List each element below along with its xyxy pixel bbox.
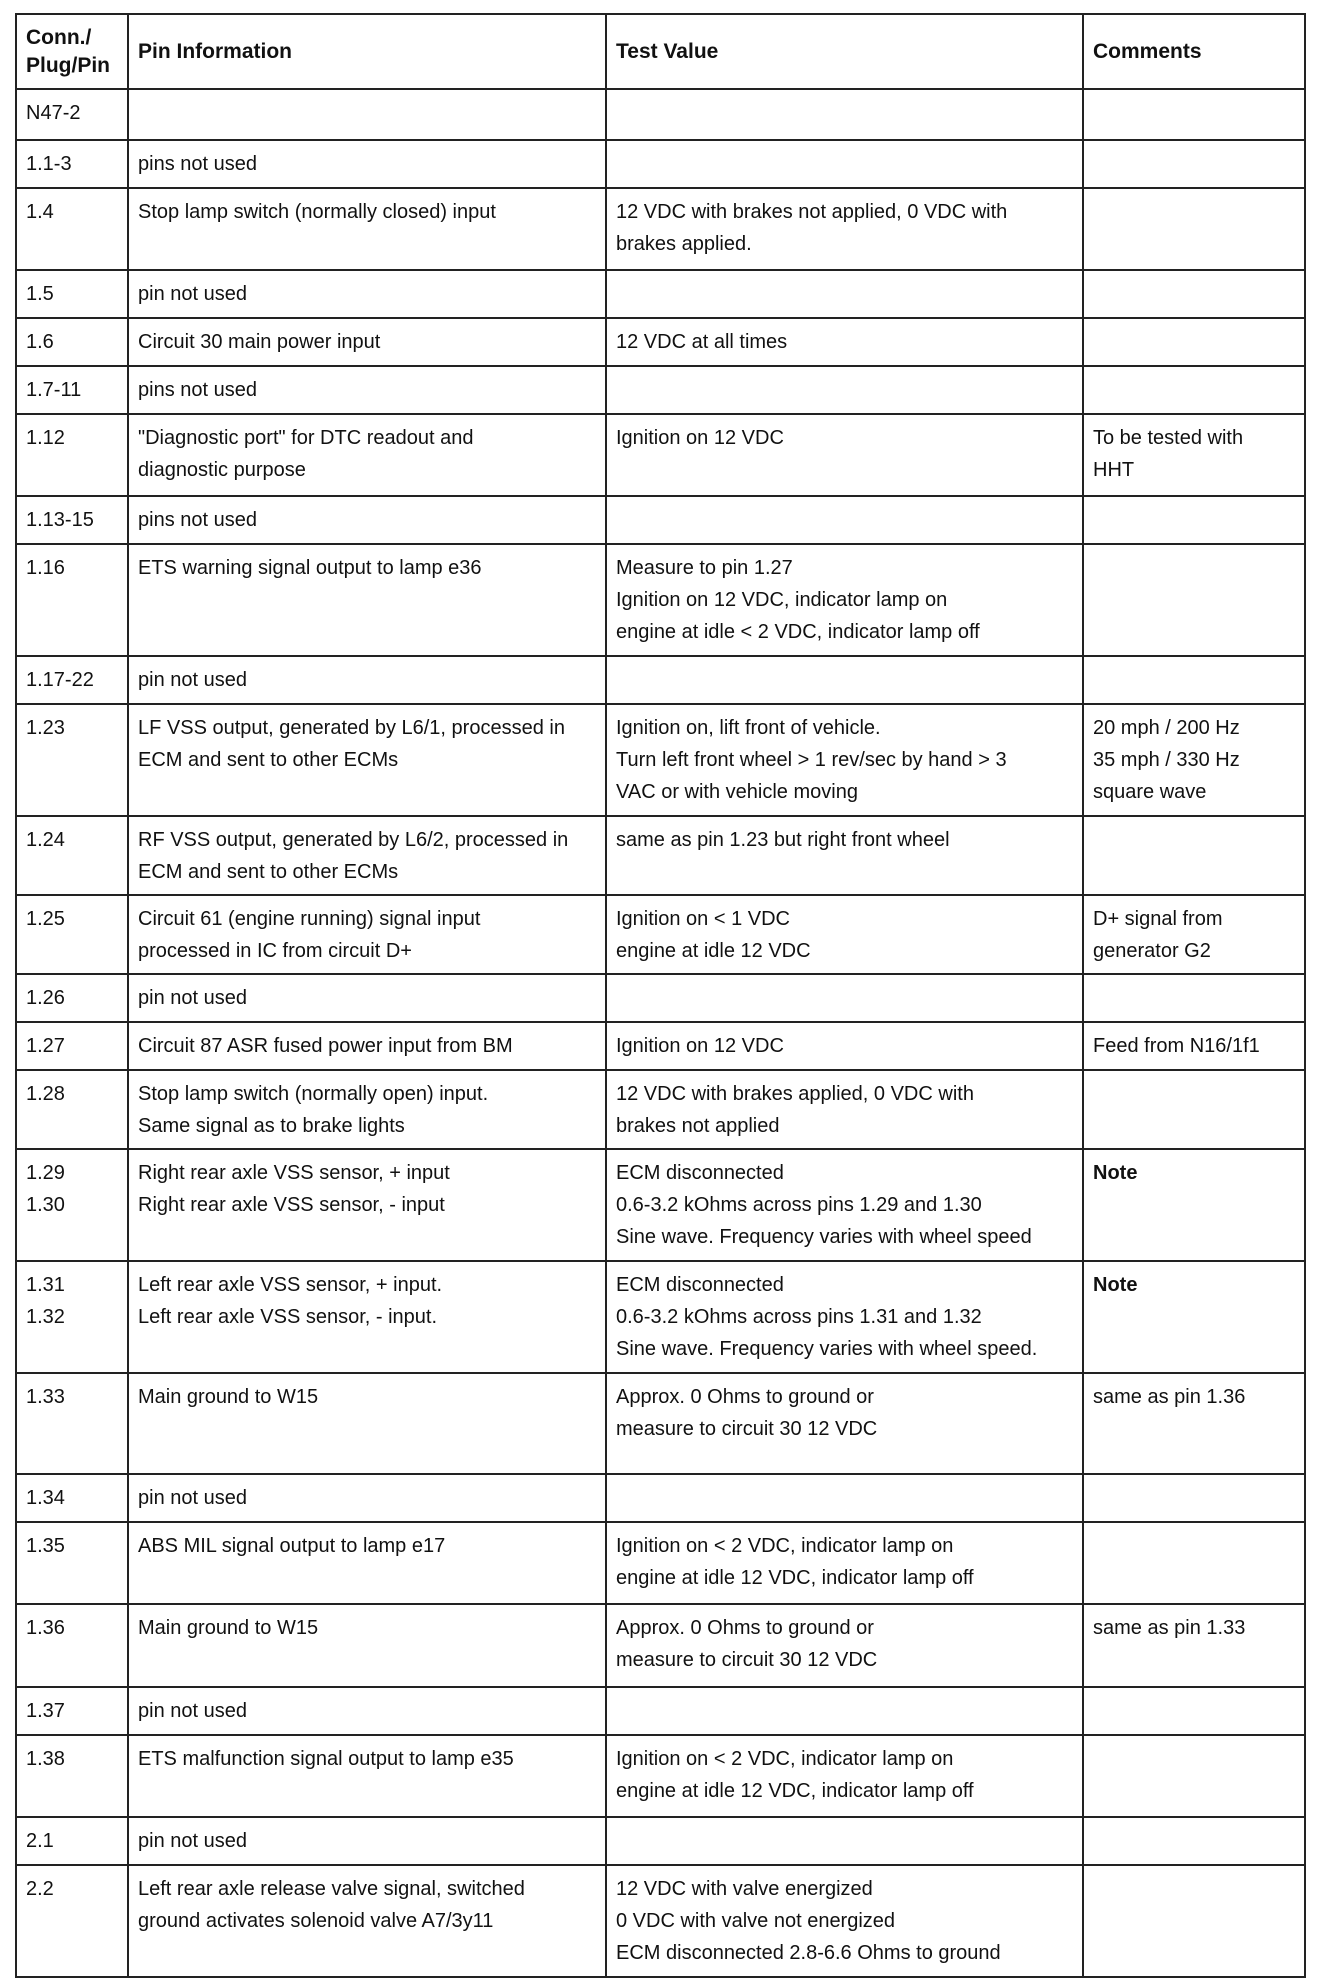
pin-cell: 1.1-3 <box>16 140 128 188</box>
table-row <box>16 318 1305 366</box>
pin-cell: 1.13-15 <box>16 496 128 544</box>
pin-cell: N47-2 <box>16 89 128 140</box>
table-row <box>16 816 1305 895</box>
pin-information-cell: pin not used <box>128 1687 606 1735</box>
test-value-cell <box>606 89 1083 140</box>
pin-information-cell: Main ground to W15 <box>128 1373 606 1474</box>
table-row <box>16 1373 1305 1474</box>
pin-information-cell: pin not used <box>128 1474 606 1522</box>
pin-cell: 1.29 1.30 <box>16 1149 128 1261</box>
comments-cell: same as pin 1.36 <box>1083 1373 1305 1474</box>
comments-cell <box>1083 188 1305 270</box>
pin-cell: 1.37 <box>16 1687 128 1735</box>
test-value-cell: 12 VDC with valve energized 0 VDC with valve not energized ECM disconnected 2.8-6.6 Ohms to ground <box>606 1865 1083 1977</box>
pin-cell: 1.4 <box>16 188 128 270</box>
table-row <box>16 1022 1305 1070</box>
test-value-cell: 12 VDC with brakes not applied, 0 VDC with brakes applied. <box>606 188 1083 270</box>
test-value-cell <box>606 366 1083 414</box>
pin-information-cell: Stop lamp switch (normally closed) input <box>128 188 606 270</box>
pin-cell: 1.34 <box>16 1474 128 1522</box>
test-value-cell <box>606 1687 1083 1735</box>
comments-cell <box>1083 496 1305 544</box>
pin-cell: 1.12 <box>16 414 128 496</box>
test-value-cell: Ignition on < 1 VDC engine at idle 12 VDC <box>606 895 1083 974</box>
table-row <box>16 1817 1305 1865</box>
table-row <box>16 704 1305 816</box>
comments-cell <box>1083 140 1305 188</box>
test-value-cell <box>606 496 1083 544</box>
comments-cell <box>1083 1865 1305 1977</box>
comments-cell <box>1083 270 1305 318</box>
pin-information-cell: Main ground to W15 <box>128 1604 606 1687</box>
comments-cell <box>1083 974 1305 1022</box>
pin-information-cell: Right rear axle VSS sensor, + input Right rear axle VSS sensor, - input <box>128 1149 606 1261</box>
test-value-cell: ECM disconnected 0.6-3.2 kOhms across pins 1.31 and 1.32 Sine wave. Frequency varies with wheel speed. <box>606 1261 1083 1373</box>
comments-cell: To be tested with HHT <box>1083 414 1305 496</box>
table-row <box>16 414 1305 496</box>
pin-information-cell: Circuit 30 main power input <box>128 318 606 366</box>
comments-cell <box>1083 89 1305 140</box>
comments-cell <box>1083 1070 1305 1149</box>
test-value-cell: Ignition on < 2 VDC, indicator lamp on engine at idle 12 VDC, indicator lamp off <box>606 1522 1083 1604</box>
pin-cell: 1.23 <box>16 704 128 816</box>
pin-cell: 1.27 <box>16 1022 128 1070</box>
comments-cell: D+ signal from generator G2 <box>1083 895 1305 974</box>
table-row <box>16 1149 1305 1261</box>
test-value-cell: Approx. 0 Ohms to ground or measure to circuit 30 12 VDC <box>606 1604 1083 1687</box>
table-row <box>16 1070 1305 1149</box>
pin-information-cell: pins not used <box>128 140 606 188</box>
test-value-cell: Ignition on < 2 VDC, indicator lamp on engine at idle 12 VDC, indicator lamp off <box>606 1735 1083 1817</box>
pin-information-cell: pin not used <box>128 656 606 704</box>
table-row <box>16 496 1305 544</box>
pin-cell: 1.26 <box>16 974 128 1022</box>
pin-cell: 1.5 <box>16 270 128 318</box>
comments-cell: same as pin 1.33 <box>1083 1604 1305 1687</box>
table-row <box>16 1522 1305 1604</box>
pin-information-cell: pin not used <box>128 1817 606 1865</box>
table-row <box>16 1604 1305 1687</box>
pin-cell: 1.6 <box>16 318 128 366</box>
pin-cell: 1.28 <box>16 1070 128 1149</box>
comments-cell <box>1083 1687 1305 1735</box>
test-value-cell <box>606 1817 1083 1865</box>
pin-cell: 1.16 <box>16 544 128 656</box>
comments-cell <box>1083 1474 1305 1522</box>
test-value-cell: Approx. 0 Ohms to ground or measure to circuit 30 12 VDC <box>606 1373 1083 1474</box>
test-value-cell: Ignition on 12 VDC <box>606 414 1083 496</box>
comments-cell <box>1083 1522 1305 1604</box>
test-value-cell: Measure to pin 1.27 Ignition on 12 VDC, indicator lamp on engine at idle < 2 VDC, indicator lamp off <box>606 544 1083 656</box>
pin-information-cell: Left rear axle release valve signal, switched ground activates solenoid valve A7/3y11 <box>128 1865 606 1977</box>
test-value-cell: Ignition on, lift front of vehicle. Turn left front wheel > 1 rev/sec by hand > 3 VAC or with vehicle moving <box>606 704 1083 816</box>
table-row <box>16 656 1305 704</box>
comments-cell <box>1083 656 1305 704</box>
test-value-cell: same as pin 1.23 but right front wheel <box>606 816 1083 895</box>
header-row <box>16 14 1305 89</box>
table-row <box>16 895 1305 974</box>
test-value-cell <box>606 974 1083 1022</box>
comments-cell <box>1083 816 1305 895</box>
pin-information-cell: LF VSS output, generated by L6/1, processed in ECM and sent to other ECMs <box>128 704 606 816</box>
comments-cell: Note <box>1083 1149 1305 1261</box>
comments-cell <box>1083 366 1305 414</box>
header-test-value: Test Value <box>606 14 1083 89</box>
pin-information-cell: RF VSS output, generated by L6/2, processed in ECM and sent to other ECMs <box>128 816 606 895</box>
pin-cell: 1.38 <box>16 1735 128 1817</box>
pin-cell: 1.25 <box>16 895 128 974</box>
pin-information-cell: ETS warning signal output to lamp e36 <box>128 544 606 656</box>
table-row <box>16 366 1305 414</box>
pin-cell: 1.35 <box>16 1522 128 1604</box>
test-value-cell <box>606 1474 1083 1522</box>
pin-information-cell: Stop lamp switch (normally open) input. Same signal as to brake lights <box>128 1070 606 1149</box>
table-row <box>16 544 1305 656</box>
comments-cell <box>1083 1817 1305 1865</box>
table-row <box>16 974 1305 1022</box>
test-value-cell: ECM disconnected 0.6-3.2 kOhms across pins 1.29 and 1.30 Sine wave. Frequency varies with wheel speed <box>606 1149 1083 1261</box>
table-row <box>16 1865 1305 1977</box>
test-value-cell: Ignition on 12 VDC <box>606 1022 1083 1070</box>
test-value-cell <box>606 140 1083 188</box>
comments-cell: Note <box>1083 1261 1305 1373</box>
test-value-cell: 12 VDC with brakes applied, 0 VDC with brakes not applied <box>606 1070 1083 1149</box>
header-pin-information: Pin Information <box>128 14 606 89</box>
comments-cell <box>1083 318 1305 366</box>
header-conn-plug-pin: Conn./ Plug/Pin <box>16 14 128 89</box>
comments-cell: 20 mph / 200 Hz 35 mph / 330 Hz square wave <box>1083 704 1305 816</box>
pin-test-table <box>15 13 1306 1978</box>
pin-information-cell: ETS malfunction signal output to lamp e35 <box>128 1735 606 1817</box>
table-row <box>16 1687 1305 1735</box>
table-row <box>16 89 1305 140</box>
pin-cell: 1.24 <box>16 816 128 895</box>
pin-information-cell <box>128 89 606 140</box>
table-row <box>16 1261 1305 1373</box>
table-row <box>16 188 1305 270</box>
table-row <box>16 140 1305 188</box>
pin-cell: 1.7-11 <box>16 366 128 414</box>
pin-information-cell: ABS MIL signal output to lamp e17 <box>128 1522 606 1604</box>
pin-information-cell: Circuit 87 ASR fused power input from BM <box>128 1022 606 1070</box>
pin-information-cell: pin not used <box>128 270 606 318</box>
pin-information-cell: pin not used <box>128 974 606 1022</box>
test-value-cell: 12 VDC at all times <box>606 318 1083 366</box>
table-row <box>16 1735 1305 1817</box>
pin-cell: 2.1 <box>16 1817 128 1865</box>
pin-information-cell: Circuit 61 (engine running) signal input processed in IC from circuit D+ <box>128 895 606 974</box>
header-comments: Comments <box>1083 14 1305 89</box>
comments-cell <box>1083 544 1305 656</box>
pin-cell: 1.17-22 <box>16 656 128 704</box>
pin-cell: 1.31 1.32 <box>16 1261 128 1373</box>
test-value-cell <box>606 656 1083 704</box>
table-row <box>16 1474 1305 1522</box>
pin-cell: 2.2 <box>16 1865 128 1977</box>
pin-information-cell: Left rear axle VSS sensor, + input. Left rear axle VSS sensor, - input. <box>128 1261 606 1373</box>
pin-cell: 1.33 <box>16 1373 128 1474</box>
pin-information-cell: "Diagnostic port" for DTC readout and diagnostic purpose <box>128 414 606 496</box>
table-row <box>16 270 1305 318</box>
pin-cell: 1.36 <box>16 1604 128 1687</box>
comments-cell: Feed from N16/1f1 <box>1083 1022 1305 1070</box>
test-value-cell <box>606 270 1083 318</box>
pin-information-cell: pins not used <box>128 496 606 544</box>
comments-cell <box>1083 1735 1305 1817</box>
pin-information-cell: pins not used <box>128 366 606 414</box>
